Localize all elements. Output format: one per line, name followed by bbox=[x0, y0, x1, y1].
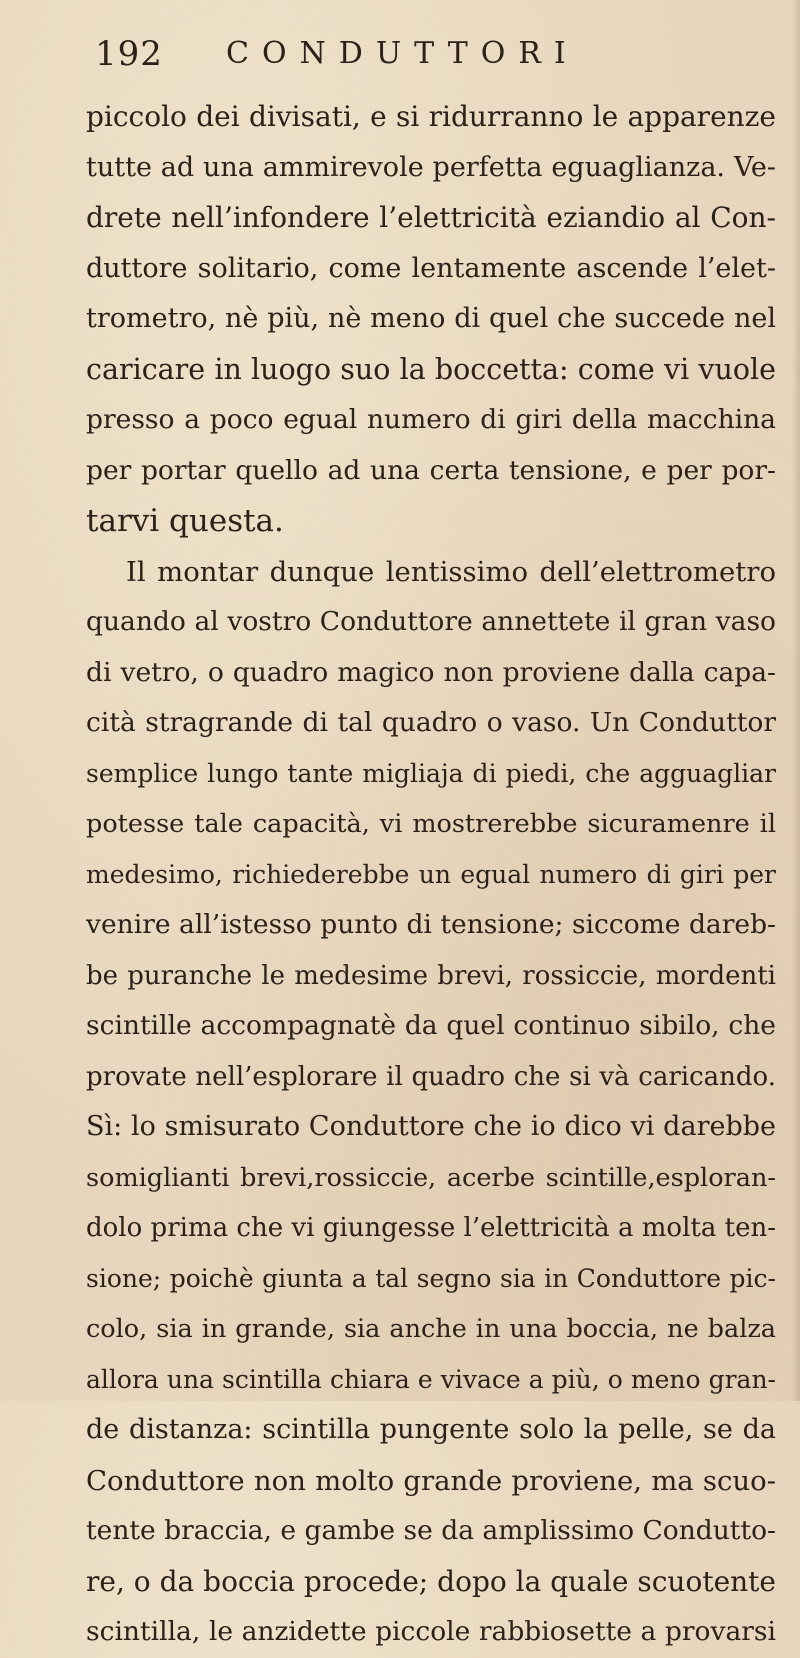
page-edge-shadow bbox=[792, 0, 800, 1401]
text-line: scintille accompagnatè da quel continuo sibilo, che bbox=[86, 1010, 776, 1041]
text-line: medesimo, richiederebbe un egual numero di giri per bbox=[86, 859, 776, 889]
text-line: scintilla, le anzidette piccole rabbiosette a provarsi bbox=[86, 1616, 776, 1647]
page-number: 192 bbox=[95, 34, 163, 74]
text-line: drete nell’infondere l’elettricità eziandio al Con- bbox=[86, 201, 776, 234]
text-line: allora una scintilla chiara e vivace a più, o meno gran- bbox=[86, 1364, 776, 1394]
text-line: presso a poco egual numero di giri della macchina bbox=[86, 404, 776, 435]
body-text bbox=[86, 92, 776, 1658]
text-line: dolo prima che vi giungesse l’elettricità a molta ten- bbox=[86, 1213, 776, 1243]
text-line: piccolo dei divisati, e si ridurranno le apparenze bbox=[86, 100, 776, 133]
text-line: colo, sia in grande, sia anche in una boccia, ne balza bbox=[86, 1314, 776, 1344]
text-line: Il montar dunque lentissimo dell’elettrometro bbox=[126, 555, 776, 588]
text-line: tente braccia, e gambe se da amplissimo Condutto- bbox=[86, 1515, 776, 1546]
text-line: potesse tale capacità, vi mostrerebbe sicuramenre il bbox=[86, 809, 776, 839]
text-line: per portar quello ad una certa tensione, e per por- bbox=[86, 454, 776, 486]
text-line: re, o da boccia procede; dopo la quale scuotente bbox=[86, 1564, 776, 1598]
text-line: Conduttore non molto grande proviene, ma scuo- bbox=[86, 1464, 776, 1497]
text-line: de distanza: scintilla pungente solo la pelle, se da bbox=[86, 1414, 776, 1445]
text-line: sione; poichè giunta a tal segno sia in Conduttore pic- bbox=[86, 1263, 776, 1293]
text-line: quando al vostro Conduttore annettete il gran vaso bbox=[86, 606, 776, 637]
running-title: CONDUTTORI bbox=[226, 36, 579, 71]
text-line: semplice lungo tante migliaja di piedi, che agguagliar bbox=[86, 758, 776, 788]
text-line: venire all’istesso punto di tensione; siccome dareb- bbox=[86, 909, 776, 940]
text-line: tutte ad una ammirevole perfetta eguaglianza. Ve- bbox=[86, 151, 776, 183]
text-line: cità stragrande di tal quadro o vaso. Un Conduttor bbox=[86, 707, 776, 738]
text-line: be puranche le medesime brevi, rossiccie, mordenti bbox=[86, 960, 776, 991]
text-line: provate nell’esplorare il quadro che si và caricando. bbox=[86, 1061, 776, 1092]
text-line: duttore solitario, come lentamente ascende l’elet- bbox=[86, 252, 776, 284]
text-line: somiglianti brevi,rossiccie, acerbe scintille,esploran- bbox=[86, 1162, 776, 1193]
text-line: trometro, nè più, nè meno di quel che succede nel bbox=[86, 303, 776, 334]
text-line: caricare in luogo suo la boccetta: come vi vuole bbox=[86, 352, 776, 386]
text-line: Sì: lo smisurato Conduttore che io dico vi darebbe bbox=[86, 1111, 776, 1142]
text-line: di vetro, o quadro magico non proviene dalla capa- bbox=[86, 656, 776, 688]
text-line: tarvi questa. bbox=[86, 503, 284, 539]
